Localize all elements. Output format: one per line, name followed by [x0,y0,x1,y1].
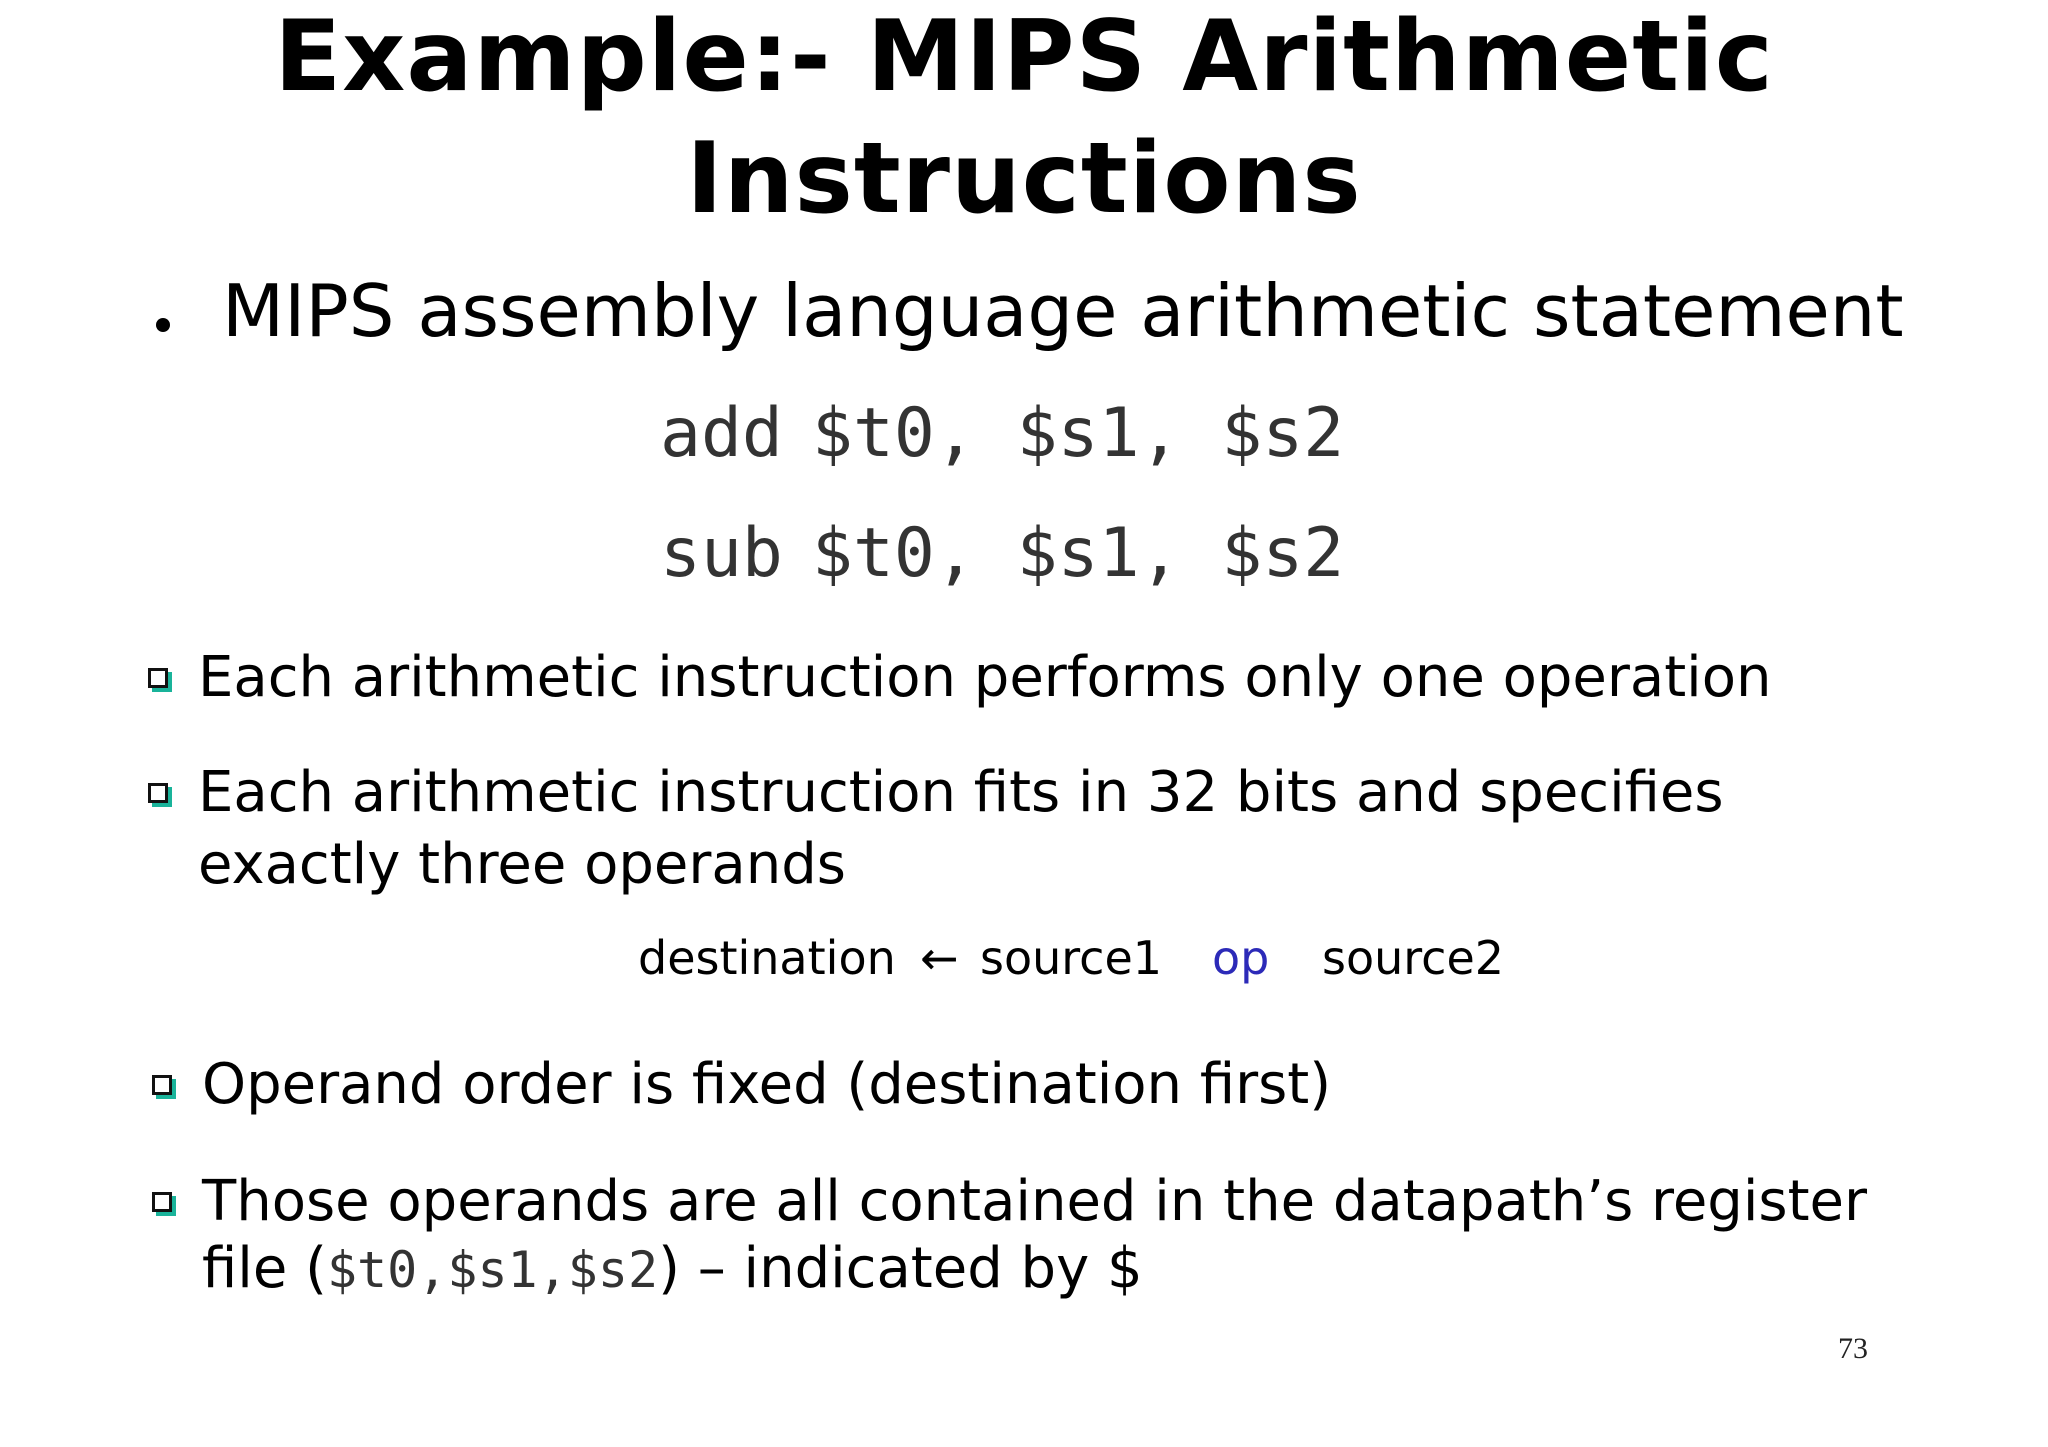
formula-source2: source2 [1322,931,1505,985]
formula-op: op [1212,931,1270,985]
code-op-add: add [660,394,783,473]
item-3-text: Operand order is fixed (destination first) [202,1052,1332,1117]
code-op-sub: sub [660,514,783,593]
formula-source1: source1 [980,931,1163,985]
code-args-sub: $t0, $s1, $s2 [812,514,1345,593]
formula-destination: destination [638,931,896,985]
item-4-line2-prefix: file ( [202,1236,327,1301]
item-4-line2 [202,1234,1143,1305]
code-args-add: $t0, $s1, $s2 [812,394,1345,473]
dot-bullet-icon [156,318,170,332]
main-bullet-text: MIPS assembly language arithmetic statement [222,269,1904,353]
square-bullet-icon [148,668,168,688]
left-arrow-icon: ← [920,931,959,985]
item-1-text: Each arithmetic instruction performs only one operation [198,645,1772,710]
page-number: 73 [1838,1332,1868,1365]
register-list-code: $t0,$s1,$s2 [326,1241,659,1299]
slide-title-line1: Example:- MIPS Arithmetic [274,0,1774,114]
item-4-line2-suffix: ) – indicated by $ [658,1236,1143,1301]
operand-formula [0,928,2048,988]
slide-title-line2: Instructions [686,122,1362,236]
item-2-line2: exactly three operands [198,832,846,897]
square-bullet-icon [148,783,168,803]
item-2-line1: Each arithmetic instruction fits in 32 bits and specifies [198,760,1724,825]
square-bullet-icon [152,1075,172,1095]
item-4-line1: Those operands are all contained in the datapath’s register [202,1169,1868,1234]
square-bullet-icon [152,1192,172,1212]
